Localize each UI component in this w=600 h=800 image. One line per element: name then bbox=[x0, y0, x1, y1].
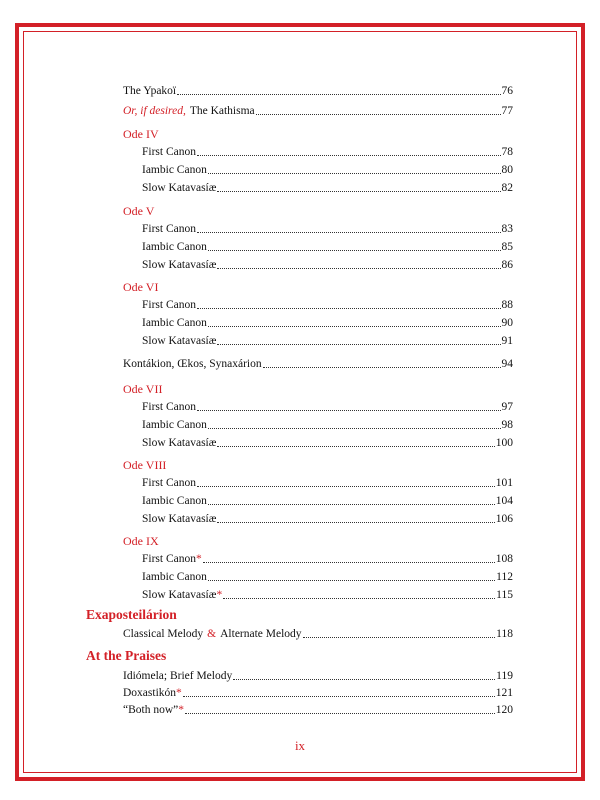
toc-entry-ode6-first[interactable] bbox=[142, 296, 513, 312]
toc-entry-page: 119 bbox=[496, 670, 513, 682]
toc-entry-page: 108 bbox=[495, 553, 513, 565]
toc-entry-title: Iambic Canon bbox=[142, 164, 207, 176]
toc-entry-title: “Both now” bbox=[123, 704, 179, 716]
dot-leader bbox=[208, 504, 495, 505]
toc-entry-ode8-slow[interactable] bbox=[142, 510, 513, 526]
toc-entry-page: 90 bbox=[501, 317, 513, 329]
dot-leader bbox=[217, 191, 500, 192]
toc-entry-title: First Canon bbox=[142, 401, 196, 413]
toc-entry-ypakoi[interactable] bbox=[123, 82, 513, 98]
dot-leader bbox=[217, 268, 500, 269]
toc-entry-title: The Ypakoï bbox=[123, 85, 177, 97]
dot-leader bbox=[233, 679, 495, 680]
toc-entry-page: 120 bbox=[495, 704, 513, 716]
toc-entry-title: Alternate Melody bbox=[220, 628, 302, 640]
toc-entry-title: Kontákion, Œkos, Synaxárion bbox=[123, 358, 262, 370]
dot-leader bbox=[303, 637, 496, 638]
toc-entry-ode5-iambic[interactable] bbox=[142, 238, 513, 254]
ode-heading: Ode IX bbox=[123, 534, 159, 548]
toc-entry-page: 86 bbox=[501, 259, 513, 271]
ode-heading: Ode VIII bbox=[123, 458, 167, 472]
toc-entry-ode8-first[interactable] bbox=[142, 474, 513, 490]
toc-entry-ode7-slow[interactable] bbox=[142, 434, 513, 450]
section-heading: Exaposteilárion bbox=[86, 607, 177, 622]
asterisk-marker: * bbox=[176, 687, 182, 699]
dot-leader bbox=[217, 344, 500, 345]
toc-entry-ode7-first[interactable] bbox=[142, 398, 513, 414]
ode-heading: Ode V bbox=[123, 204, 155, 218]
toc-entry-title: Iambic Canon bbox=[142, 419, 207, 431]
toc-entry-page: 77 bbox=[501, 105, 513, 117]
toc-entry-title: Slow Katavasíæ bbox=[142, 437, 217, 449]
asterisk-marker: * bbox=[216, 589, 223, 601]
toc-entry-page: 97 bbox=[501, 401, 513, 413]
dot-leader bbox=[197, 232, 501, 233]
toc-entry-ode9-slow[interactable] bbox=[142, 586, 513, 602]
toc-entry-title: Slow Katavasíæ bbox=[142, 182, 217, 194]
toc-entry-kontakion[interactable] bbox=[123, 355, 513, 371]
toc-entry-ode9-first[interactable] bbox=[142, 550, 513, 566]
toc-entry-page: 101 bbox=[495, 477, 513, 489]
toc-entry-ode4-iambic[interactable] bbox=[142, 161, 513, 177]
toc-entry-title: Iambic Canon bbox=[142, 495, 207, 507]
dot-leader bbox=[197, 486, 495, 487]
toc-entry-page: 88 bbox=[501, 299, 513, 311]
toc-entry-page: 106 bbox=[495, 513, 513, 525]
toc-entry-ode9-iambic[interactable] bbox=[142, 568, 513, 584]
toc-entry-title: Slow Katavasíæ bbox=[142, 259, 217, 271]
toc-entry-kathisma[interactable] bbox=[123, 102, 513, 118]
toc-entry-both-now[interactable] bbox=[123, 701, 513, 717]
asterisk-marker: * bbox=[196, 553, 202, 565]
dot-leader bbox=[208, 326, 501, 327]
toc-entry-page: 83 bbox=[501, 223, 513, 235]
toc-entry-ode4-first[interactable] bbox=[142, 143, 513, 159]
toc-entry-page: 98 bbox=[501, 419, 513, 431]
ampersand: & bbox=[207, 628, 217, 640]
toc-entry-title: Iambic Canon bbox=[142, 317, 207, 329]
dot-leader bbox=[217, 522, 494, 523]
asterisk-marker: * bbox=[178, 704, 185, 716]
dot-leader bbox=[185, 713, 495, 714]
toc-entry-title: The Kathisma bbox=[189, 105, 255, 117]
toc-entry-page: 121 bbox=[495, 687, 513, 699]
toc-entry-title: First Canon bbox=[142, 477, 196, 489]
dot-leader bbox=[197, 410, 501, 411]
dot-leader bbox=[208, 428, 501, 429]
section-heading: At the Praises bbox=[86, 648, 167, 663]
dot-leader bbox=[263, 367, 501, 368]
toc-entry-title: First Canon bbox=[142, 146, 196, 158]
toc-entry-page: 76 bbox=[501, 85, 513, 97]
dot-leader bbox=[208, 173, 501, 174]
toc-entry-page: 80 bbox=[501, 164, 513, 176]
toc-entry-title: First Canon bbox=[142, 223, 196, 235]
toc-entry-prefix: Or, if desired, bbox=[123, 105, 186, 117]
dot-leader bbox=[208, 580, 495, 581]
toc-entry-title: First Canon bbox=[142, 299, 196, 311]
ode-heading: Ode VII bbox=[123, 382, 163, 396]
toc-entry-ode8-iambic[interactable] bbox=[142, 492, 513, 508]
toc-entry-title: Iambic Canon bbox=[142, 241, 207, 253]
toc-entry-page: 85 bbox=[501, 241, 513, 253]
toc-entry-ode6-iambic[interactable] bbox=[142, 314, 513, 330]
toc-entry-ode4-slow[interactable] bbox=[142, 179, 513, 195]
ode-heading: Ode VI bbox=[123, 280, 159, 294]
dot-leader bbox=[197, 155, 501, 156]
toc-entry-idiomela[interactable] bbox=[123, 667, 513, 683]
dot-leader bbox=[223, 598, 495, 599]
toc-entry-page: 115 bbox=[496, 589, 513, 601]
toc-entry-title: Idiómela; Brief Melody bbox=[123, 670, 233, 682]
toc-entry-page: 82 bbox=[501, 182, 513, 194]
dot-leader bbox=[197, 308, 501, 309]
toc-entry-page: 118 bbox=[496, 628, 513, 640]
dot-leader bbox=[256, 114, 501, 115]
dot-leader bbox=[217, 446, 494, 447]
dot-leader bbox=[208, 250, 501, 251]
ode-heading: Ode IV bbox=[123, 127, 159, 141]
toc-entry-ode5-first[interactable] bbox=[142, 220, 513, 236]
page-number: ix bbox=[294, 738, 306, 753]
toc-entry-page: 100 bbox=[495, 437, 513, 449]
toc-entry-exapo-melody[interactable] bbox=[123, 625, 513, 641]
toc-entry-page: 94 bbox=[501, 358, 513, 370]
toc-entry-title: Classical Melody bbox=[123, 628, 204, 640]
toc-entry-ode7-iambic[interactable] bbox=[142, 416, 513, 432]
toc-entry-title: Iambic Canon bbox=[142, 571, 207, 583]
toc-entry-title: Slow Katavasíæ bbox=[142, 335, 217, 347]
toc-entry-title: Doxastikón bbox=[123, 687, 177, 699]
toc-entry-page: 91 bbox=[501, 335, 513, 347]
toc-entry-ode6-slow[interactable] bbox=[142, 332, 513, 348]
dot-leader bbox=[177, 94, 500, 95]
toc-entry-page: 112 bbox=[496, 571, 513, 583]
dot-leader bbox=[183, 696, 495, 697]
toc-entry-page: 104 bbox=[495, 495, 513, 507]
toc-entry-title: First Canon bbox=[142, 553, 196, 565]
dot-leader bbox=[203, 562, 495, 563]
toc-entry-doxastikon[interactable] bbox=[123, 684, 513, 700]
toc-entry-page: 78 bbox=[501, 146, 513, 158]
toc-entry-title: Slow Katavasíæ bbox=[142, 513, 217, 525]
toc-entry-title: Slow Katavasíæ bbox=[142, 589, 217, 601]
toc-entry-ode5-slow[interactable] bbox=[142, 256, 513, 272]
